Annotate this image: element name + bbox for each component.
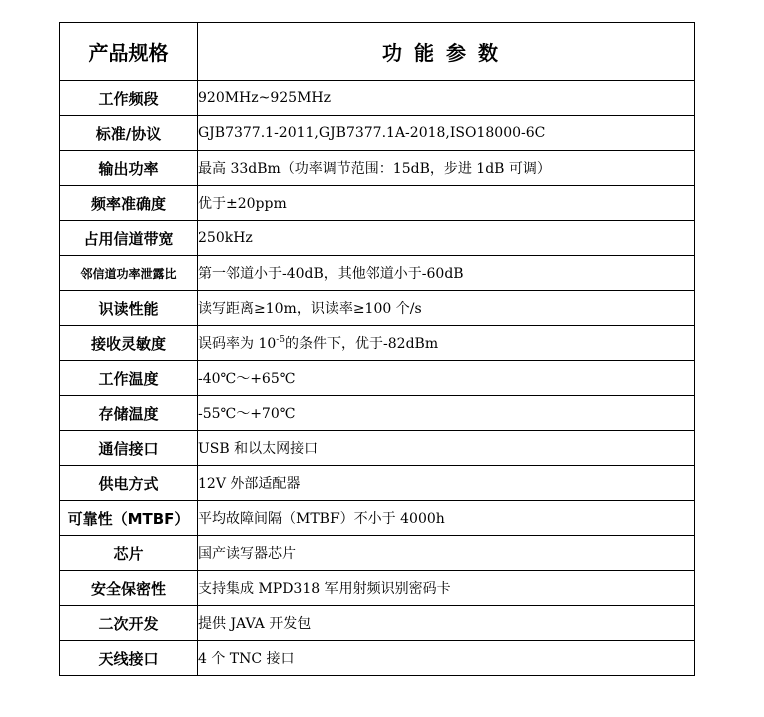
row-value: 250kHz — [198, 221, 695, 256]
table-header-row — [60, 23, 695, 81]
row-value — [198, 326, 695, 361]
row-value: 920MHz~925MHz — [198, 81, 695, 116]
row-label: 可靠性（MTBF） — [60, 501, 198, 536]
row-value: 4 个 TNC 接口 — [198, 641, 695, 676]
table-row — [60, 466, 695, 501]
row-value: -55℃～+70℃ — [198, 396, 695, 431]
row-value: 国产读写器芯片 — [198, 536, 695, 571]
row-label: 工作温度 — [60, 361, 198, 396]
table-row — [60, 641, 695, 676]
table-row — [60, 571, 695, 606]
row-label: 天线接口 — [60, 641, 198, 676]
header-product-spec: 产品规格 — [60, 23, 198, 81]
row-label: 标准/协议 — [60, 116, 198, 151]
row-label: 二次开发 — [60, 606, 198, 641]
table-row — [60, 396, 695, 431]
row-label: 识读性能 — [60, 291, 198, 326]
row-value: -40℃～+65℃ — [198, 361, 695, 396]
row-value: 提供 JAVA 开发包 — [198, 606, 695, 641]
value-prefix: 误码率为 10 — [198, 336, 277, 352]
row-label: 输出功率 — [60, 151, 198, 186]
row-value: 读写距离≥10m，识读率≥100 个/s — [198, 291, 695, 326]
table-row — [60, 81, 695, 116]
table-row — [60, 221, 695, 256]
row-value: 最高 33dBm（功率调节范围：15dB，步进 1dB 可调） — [198, 151, 695, 186]
header-function-params: 功能参数 — [198, 23, 695, 81]
row-label: 供电方式 — [60, 466, 198, 501]
row-value: 优于±20ppm — [198, 186, 695, 221]
table-row — [60, 536, 695, 571]
row-label: 频率准确度 — [60, 186, 198, 221]
row-value: 平均故障间隔（MTBF）不小于 4000h — [198, 501, 695, 536]
table-row — [60, 501, 695, 536]
table-row — [60, 116, 695, 151]
value-exponent: -5 — [276, 335, 286, 345]
row-value: 支持集成 MPD318 军用射频识别密码卡 — [198, 571, 695, 606]
row-value: GJB7377.1-2011,GJB7377.1A-2018,ISO18000-6C — [198, 116, 695, 151]
row-label: 工作频段 — [60, 81, 198, 116]
row-label: 芯片 — [60, 536, 198, 571]
table-row — [60, 291, 695, 326]
table-row — [60, 431, 695, 466]
table-row — [60, 326, 695, 361]
table-row — [60, 361, 695, 396]
row-label: 占用信道带宽 — [60, 221, 198, 256]
table-row — [60, 606, 695, 641]
row-value: 第一邻道小于-40dB，其他邻道小于-60dB — [198, 256, 695, 291]
row-value: USB 和以太网接口 — [198, 431, 695, 466]
row-label: 存储温度 — [60, 396, 198, 431]
value-suffix: 的条件下，优于-82dBm — [285, 336, 439, 352]
row-label: 接收灵敏度 — [60, 326, 198, 361]
spec-table — [59, 22, 695, 676]
table-row — [60, 186, 695, 221]
row-label: 安全保密性 — [60, 571, 198, 606]
table-row — [60, 151, 695, 186]
row-value: 12V 外部适配器 — [198, 466, 695, 501]
row-label: 通信接口 — [60, 431, 198, 466]
row-label: 邻信道功率泄露比 — [60, 256, 198, 291]
table-row — [60, 256, 695, 291]
